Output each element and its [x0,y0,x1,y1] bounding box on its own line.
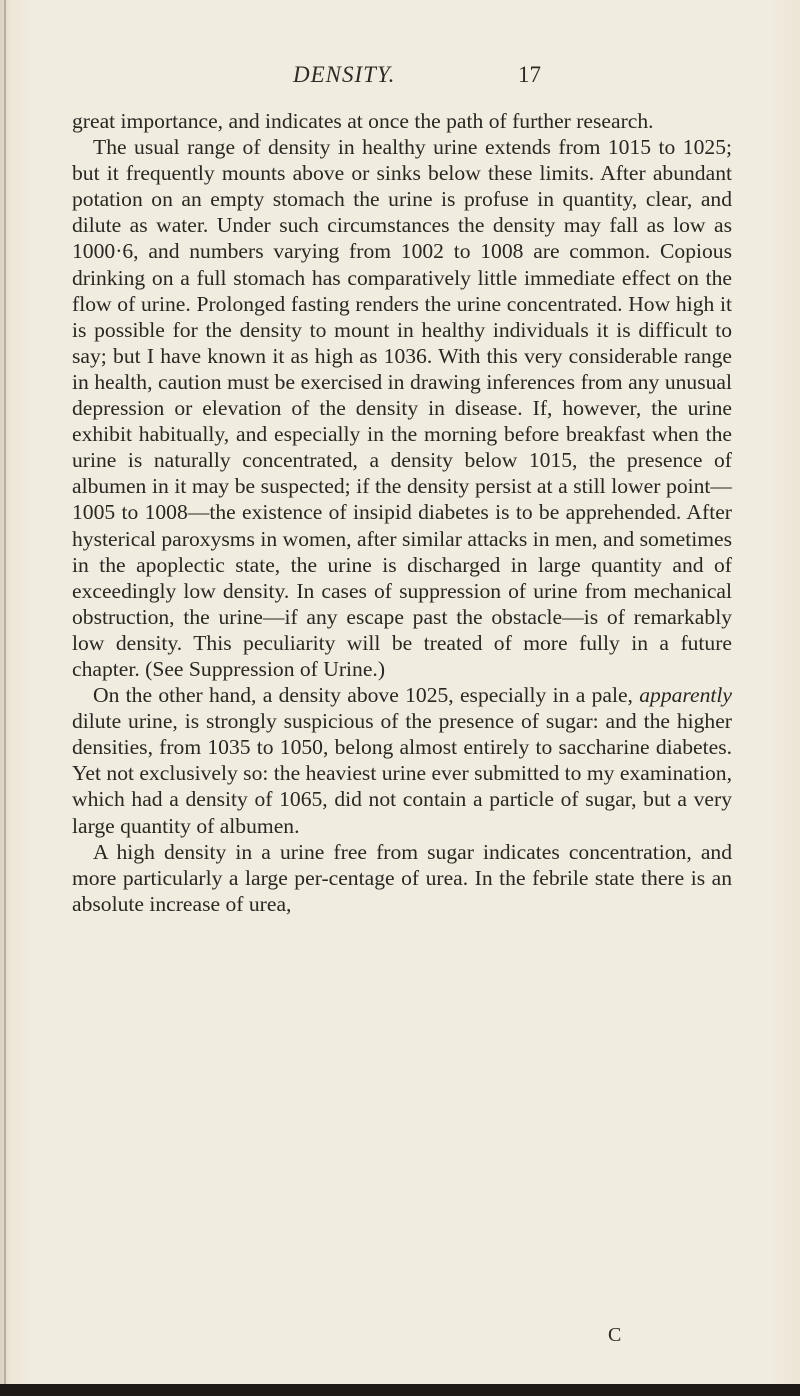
paragraph-text: The usual range of density in healthy urine extends from 1015 to 1025; but it frequently mounts above or sinks below these limits. After abundant potation on an empty stomach the urine is profuse in quantity, clear, and dilute as water. Under such circumstances the density may fall as low as 1000·6, and numbers varying from 1002 to 1008 are common. Copious drinking on a full stomach has comparatively little immediate effect on the flow of urine. Prolonged fasting renders the urine concentrated. How high it is possible for the density to mount in healthy individuals it is difficult to say; but I have known it as high as 1036. With this very considerable range in health, caution must be exercised in drawing inferences from any unusual depression or elevation of the density in disease. If, however, the urine exhibit habitually, and especially in the morning before breakfast when the urine is naturally concentrated, a density below 1015, the presence of albumen in it may be suspected; if the density persist at a still lower point—1005 to 1008—the existence of insipid diabetes is to be apprehended. After hysterical paroxysms in women, after similar attacks in men, and sometimes in the apoplectic state, the urine is discharged in large quantity and of exceedingly low density. In cases of suppression of urine from mechanical obstruction, the urine—if any escape past the obstacle—is of remarkably low density. This peculiarity will be treated of more fully in a future chapter. (See Suppression of Urine.) [72,135,732,681]
paragraph-text: dilute urine, is strongly suspicious of the presence of sugar: and the higher densities, from 1035 to 1050, belong almost entirely to saccharine diabetes. Yet not exclusively so: the heaviest urine ever submitted to my examination, which had a density of 1065, did not contain a particle of sugar, but a very large quantity of albumen. [72,709,732,838]
running-title: DENSITY. [293,62,396,87]
paragraph [72,682,732,839]
signature-mark: C [608,1324,622,1346]
paragraph [72,108,732,134]
paragraph-text: On the other hand, a density above 1025, especially in a pale, [93,683,640,708]
paragraph [72,134,732,682]
binding-edge [4,0,6,1396]
paragraph-text: great importance, and indicates at once the path of further research. [72,109,654,133]
body-text [72,108,732,917]
bottom-edge-rule [0,1384,800,1396]
running-head [0,62,800,102]
italic-text: apparently [639,683,732,708]
page-number: 17 [518,62,541,87]
paragraph-text: A high density in a urine free from sugar indicates concentration, and more particularly a large per-centage of urea. In the febrile state there is an absolute increase of urea, [72,839,732,916]
paragraph [72,839,732,917]
